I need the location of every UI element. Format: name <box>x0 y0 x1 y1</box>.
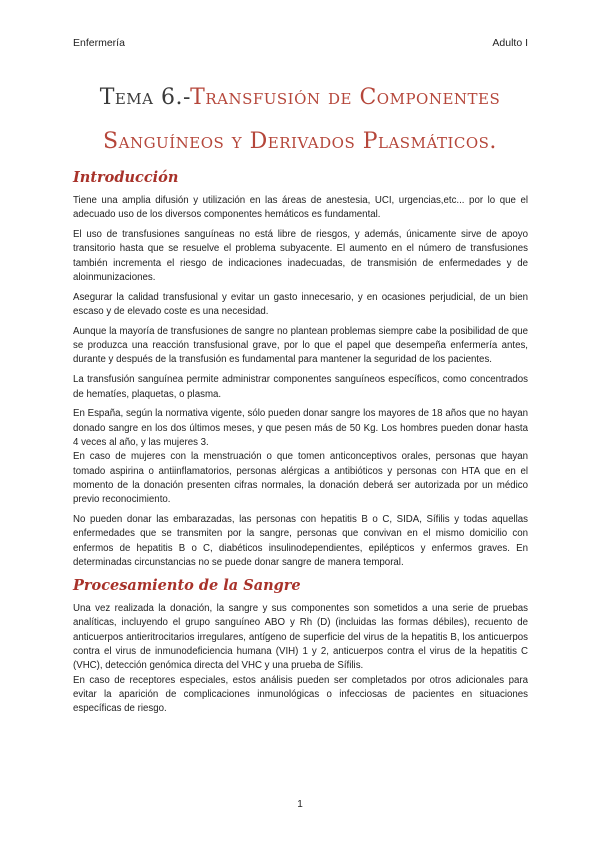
paragraph: Tiene una amplia difusión y utilización en las áreas de anestesia, UCI, urgencias,etc... por lo que el adecuado uso de los diversos componentes hemáticos es fundamental. <box>73 195 528 221</box>
paragraph: En caso de mujeres con la menstruación o que tomen anticonceptivos orales, personas que hayan tomado aspirina o antiinflamatorios, personas alérgicas a antibióticos y personas con HTA que en el momento de la donación presenten cifras normales, la donación deberá ser autorizada por un médico previo reconocimiento. <box>73 451 528 506</box>
document-body <box>73 168 528 722</box>
page-number: 1 <box>297 799 303 810</box>
title-rest: Transfusión de Componentes Sanguíneos y Derivados Plasmáticos. <box>103 85 501 154</box>
paragraph: Aunque la mayoría de transfusiones de sangre no plantean problemas siempre cabe la posibilidad de que se produzca una reacción transfusional grave, por lo que el papel que desempeña enfermería antes, durante y después de la transfusión es fundamental para mantener la seguridad de los pacientes. <box>73 325 528 366</box>
title-lead: Tema 6.- <box>99 85 191 110</box>
header-course: Enfermería <box>73 37 125 49</box>
paragraph: En caso de receptores especiales, estos análisis pueden ser completados por otros adicionales para evitar la aparición de complicaciones inmunológicas o infecciosas de pacientes en situaciones específicas de riesgo. <box>73 674 528 715</box>
paragraph: El uso de transfusiones sanguíneas no está libre de riesgos, y además, únicamente sirve de apoyo transitorio hasta que se resuelve el problema subyacente. El aumento en el número de transfusiones también incrementa el riesgo de indicaciones inadecuadas, de transmisión de enfermedades y de aloinmunizaciones. <box>73 229 528 283</box>
paragraph: Una vez realizada la donación, la sangre y sus componentes son sometidos a una serie de pruebas analíticas, incluyendo el grupo sanguíneo ABO y Rh (D) (incluidas las formas débiles), recuento de anticuerpos antieritrocitarios irregulares, antígeno de superficie del virus de la hepatitis B, los anticuerpos contra el virus de inmunodeficiencia humana (VIH) 1 y 2, anticuerpos contra el virus de la hepatitis C (VHC), detección genómica directa del VHC y una prueba de Sífilis. <box>73 603 528 672</box>
paragraph: La transfusión sanguínea permite administrar componentes sanguíneos específicos, como concentrados de hematíes, plaquetas, o plasma. <box>73 374 528 400</box>
section-heading-procesamiento: Procesamiento de la Sangre <box>73 577 301 595</box>
header-level: Adulto I <box>492 37 528 49</box>
paragraph: En España, según la normativa vigente, sólo pueden donar sangre los mayores de 18 años que no hayan donado sangre en los dos últimos meses, y que pesen más de 50 Kg. Los hombres pueden donar hasta 4 veces al año, y las mujeres 3. <box>73 408 528 448</box>
paragraph: Asegurar la calidad transfusional y evitar un gasto innecesario, y en ocasiones perjudicial, de un bien escaso y de elevado coste es una necesidad. <box>73 291 528 318</box>
paragraph: No pueden donar las embarazadas, las personas con hepatitis B o C, SIDA, Sífilis y todas aquellas enfermedades que se transmiten por la sangre, personas que convivan en el mismo domicilio con enfermos de hepatitis B o C, diabéticos insulinodependientes, epilépticos y enfermos graves. En determinadas circunstancias no se puede donar sangre de manera temporal. <box>73 513 528 568</box>
section-heading-introduccion: Introducción <box>73 169 179 186</box>
page-title <box>50 76 550 164</box>
